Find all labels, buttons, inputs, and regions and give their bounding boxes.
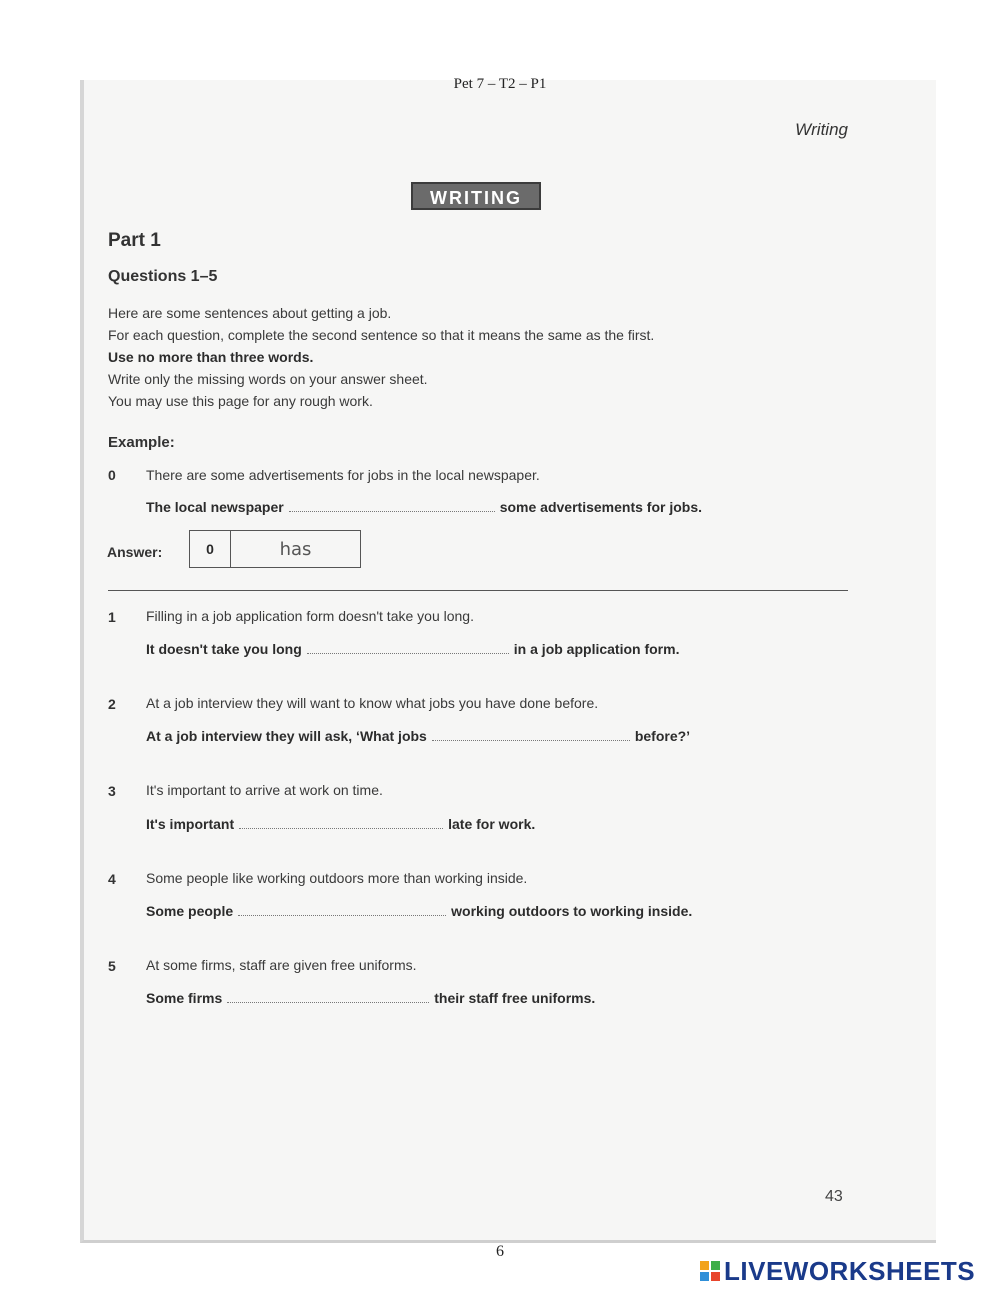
question-text: Some people like working outdoors more than working inside. [146, 870, 528, 886]
answer-number: 0 [190, 531, 231, 567]
section-name: Writing [795, 120, 848, 139]
instruction-line: For each question, complete the second sentence so that it means the same as the first. [108, 327, 655, 343]
writing-banner: WRITING [411, 182, 541, 210]
question-text: It's important to arrive at work on time. [146, 782, 383, 798]
sentence-start: The local newspaper [146, 499, 284, 515]
page-number: 43 [825, 1188, 843, 1205]
question-text: There are some advertisements for jobs in the local newspaper. [146, 467, 540, 483]
sentence-start: Some firms [146, 990, 223, 1006]
instruction-line: You may use this page for any rough work. [108, 393, 373, 409]
part-title: Part 1 [108, 230, 161, 251]
transformed-sentence [146, 903, 692, 919]
sentence-end: before?’ [634, 728, 691, 744]
sentence-start: At a job interview they will ask, ‘What jobs [146, 728, 427, 744]
liveworksheets-logo[interactable] [700, 1255, 976, 1286]
question-number: 0 [108, 467, 116, 483]
transformed-sentence [146, 641, 679, 657]
answer-label: Answer: [107, 544, 163, 560]
question-number: 1 [108, 609, 116, 625]
blank-line [289, 503, 495, 512]
answer-blank[interactable] [432, 732, 630, 741]
sentence-end: working outdoors to working inside. [451, 903, 693, 919]
scanned-page [80, 80, 936, 1243]
question-text: Filling in a job application form doesn't take you long. [146, 608, 474, 624]
instruction-line: Here are some sentences about getting a job. [108, 305, 392, 321]
question-number: 5 [108, 958, 116, 974]
transformed-sentence [146, 816, 535, 832]
sheet-number: 6 [496, 1243, 504, 1260]
logo-text: LIVEWORKSHEETS [724, 1255, 976, 1286]
transformed-sentence [146, 728, 690, 744]
questions-title: Questions 1–5 [108, 268, 218, 285]
question-text: At a job interview they will want to know what jobs you have done before. [146, 695, 599, 711]
answer-box [189, 530, 361, 568]
answer-word: has [279, 538, 312, 560]
question-number: 4 [108, 871, 116, 887]
document-header: Pet 7 – T2 – P1 [453, 76, 547, 92]
sentence-end: late for work. [448, 816, 536, 832]
sentence-end: some advertisements for jobs. [499, 499, 703, 515]
sentence-end: in a job application form. [513, 641, 680, 657]
question-text: At some firms, staff are given free uniforms. [146, 957, 417, 973]
sentence-start: It doesn't take you long [146, 641, 302, 657]
question-number: 2 [108, 696, 116, 712]
answer-blank[interactable] [227, 994, 429, 1003]
sentence-end: their staff free uniforms. [434, 990, 596, 1006]
sentence-start: It's important [146, 816, 235, 832]
answer-blank[interactable] [307, 645, 509, 654]
instructions [108, 302, 654, 412]
logo-icon [700, 1261, 720, 1281]
instruction-line: Write only the missing words on your answer sheet. [108, 371, 428, 387]
answer-blank[interactable] [239, 820, 443, 829]
transformed-sentence [146, 499, 702, 515]
transformed-sentence [146, 990, 595, 1006]
divider [108, 590, 848, 591]
example-label: Example: [108, 434, 175, 451]
answer-blank[interactable] [238, 907, 446, 916]
sentence-start: Some people [146, 903, 234, 919]
question-number: 3 [108, 783, 116, 799]
instruction-line: Use no more than three words. [108, 349, 314, 365]
